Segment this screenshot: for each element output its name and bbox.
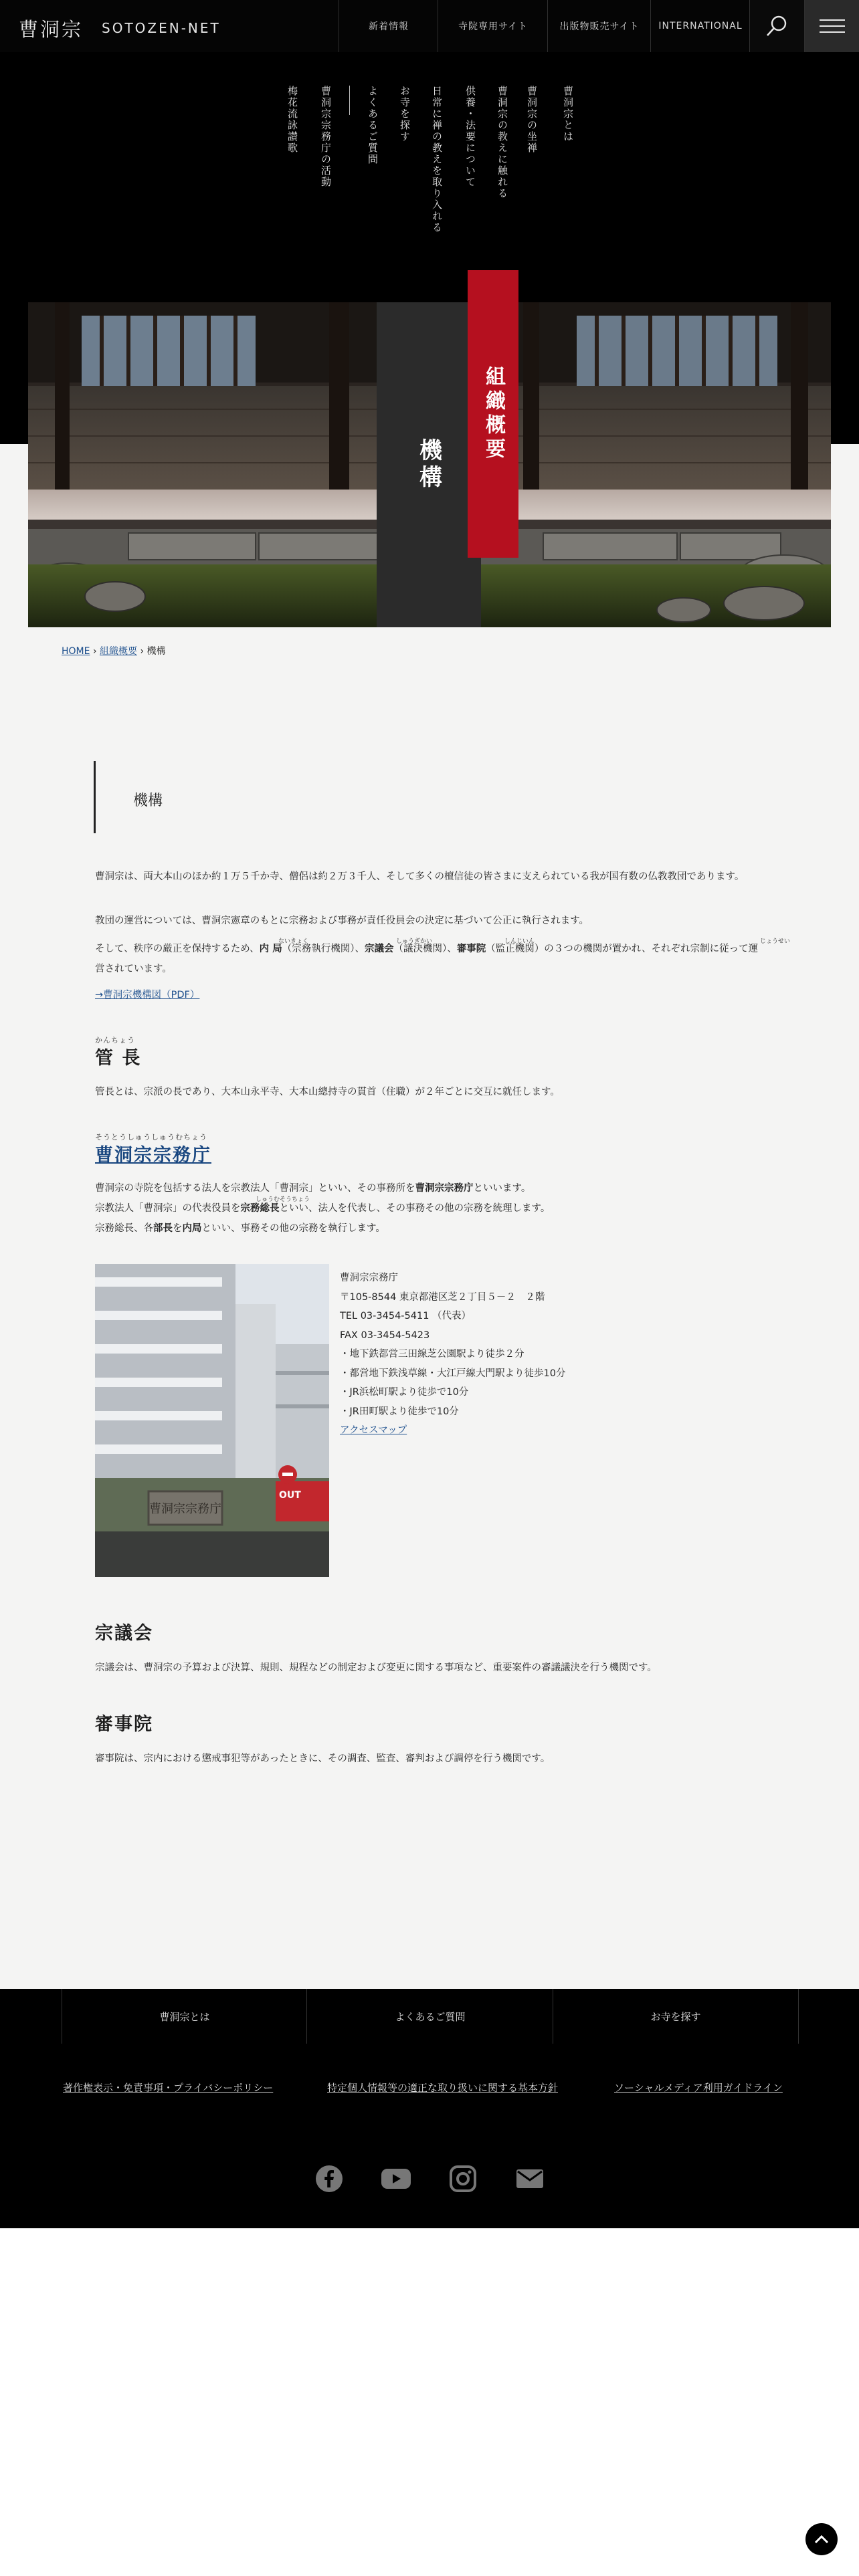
shinjiin-text: 審事院は、宗内における懲戒事犯等があったときに、その調査、監査、審判および調停を行う機関です。 <box>95 1753 551 1764</box>
shumucho-text: といい、法人を代表し、その事務その他の宗務を統理します。 <box>279 1203 551 1214</box>
intro-text: （宗務執行機関）、 <box>282 944 365 954</box>
shumucho-building-photo <box>95 1264 329 1577</box>
nav-international[interactable]: INTERNATIONAL <box>650 0 750 52</box>
breadcrumb-current: 機構 <box>147 646 166 657</box>
info-line: 〒105-8544 東京都港区芝２丁目５－２ ２階 <box>340 1291 545 1303</box>
info-line: ・JR田町駅より徒歩で10分 <box>340 1406 459 1417</box>
mail-icon[interactable] <box>511 2160 549 2197</box>
breadcrumb-parent[interactable]: 組織概要 <box>100 646 137 657</box>
menu-button[interactable] <box>804 0 859 52</box>
ruby-shugikai: しゅうぎかい <box>396 938 433 945</box>
back-to-top-button[interactable] <box>805 2523 838 2555</box>
organization-chart-pdf-link[interactable]: →曹洞宗機構図（PDF） <box>95 990 200 1000</box>
info-line: ・都営地下鉄浅草線・大江戸線大門駅より徒歩10分 <box>340 1368 566 1379</box>
page-title: 機構 <box>133 792 163 809</box>
intro-paragraph-1: 曹洞宗は、両大本山のほか約１万５千か寺、僧侶は約２万３千人、そして多くの檀信徒の皆さまに支えられている我が国有数の仏教教団であります。 <box>95 871 745 882</box>
nav-news[interactable]: 新着情報 <box>339 0 438 52</box>
search-icon <box>765 14 789 38</box>
nav-publication-site[interactable]: 出版物販売サイト <box>547 0 651 52</box>
vnav-daily-zen[interactable]: 日常に禅の教えを取り入れる <box>431 86 443 233</box>
footer-social <box>0 2131 859 2228</box>
term-shinjiin: 審事院 <box>456 944 486 954</box>
facebook-icon[interactable] <box>310 2160 348 2197</box>
shumucho-line-3 <box>95 1218 764 1239</box>
hero-page-label: 機構 <box>377 302 481 627</box>
vnav-memorial[interactable]: 供養・法要について <box>464 86 476 188</box>
intro-paragraph-2: 教団の運営については、曹洞宗憲章のもとに宗務および事務が責任役員会の決定に基づいて公正に執行されます。 <box>95 916 589 926</box>
instagram-icon[interactable] <box>444 2160 482 2197</box>
intro-text: そして、秩序の厳正を保持するため、 <box>95 944 260 954</box>
footer-link-social-guideline[interactable]: ソーシャルメディア利用ガイドライン <box>614 2082 783 2094</box>
shumucho-text: 宗教法人「曹洞宗」の代表役員を <box>95 1203 241 1214</box>
shumucho-text: を <box>173 1223 183 1234</box>
term-shugikai: 宗議会 <box>364 944 394 954</box>
site-logo-en[interactable]: SOTOZEN-NET <box>102 20 221 36</box>
vnav-teachings[interactable]: 曹洞宗の教えに触れる <box>496 86 508 199</box>
hamburger-icon <box>820 15 845 37</box>
shumucho-line-2 <box>95 1198 764 1218</box>
site-logo[interactable]: 曹洞宗 <box>19 18 84 41</box>
nav-temple-site[interactable]: 寺院専用サイト <box>438 0 548 52</box>
footer-nav <box>0 1989 859 2044</box>
info-line: 曹洞宗宗務庁 <box>340 1273 398 1283</box>
footer-nav-about[interactable]: 曹洞宗とは <box>62 1989 307 2044</box>
ruby-shinjiin: しんじいん <box>504 938 535 945</box>
out-sign-text: OUT <box>279 1490 301 1501</box>
vnav-faq[interactable]: よくあるご質問 <box>367 86 379 165</box>
shugikai-heading: 宗議会 <box>95 1623 153 1644</box>
info-line: FAX 03-3454-5423 <box>340 1329 430 1341</box>
vnav-activities[interactable]: 曹洞宗宗務庁の活動 <box>320 86 332 188</box>
footer-link-personal-info[interactable]: 特定個人情報等の適正な取り扱いに関する基本方針 <box>327 2082 559 2094</box>
kancho-ruby: かんちょう <box>95 1036 135 1045</box>
chevron-up-icon <box>814 2535 829 2544</box>
shinjiin-heading: 審事院 <box>95 1714 153 1735</box>
kancho-text: 管長とは、宗派の長であり、大本山永平寺、大本山總持寺の貫首（住職）が２年ごとに交互に就任します。 <box>95 1087 560 1097</box>
info-line: TEL 03-3454-5411 （代表） <box>340 1311 472 1321</box>
info-line: ・JR浜松町駅より徒歩で10分 <box>340 1387 469 1398</box>
youtube-icon[interactable] <box>377 2160 415 2197</box>
kancho-heading: 管 長 <box>95 1048 142 1069</box>
shumucho-text: といい、事務その他の宗務を執行します。 <box>201 1223 385 1234</box>
term-shumusocho: 宗務総長 <box>240 1203 280 1214</box>
term-bucho: 部長 <box>153 1223 173 1234</box>
shumucho-ruby: そうとうしゅうしゅうむちょう <box>95 1133 207 1142</box>
ruby-sei: じょうせい <box>760 938 791 945</box>
footer-links <box>0 2044 859 2131</box>
intro-text: （議決機関）、 <box>393 944 457 954</box>
term-naikyoku: 内局 <box>182 1223 202 1234</box>
shumucho-text: 曹洞宗の寺院を包括する法人を宗教法人「曹洞宗」といい、その事務所を <box>95 1183 415 1194</box>
access-map-link[interactable]: アクセスマップ <box>340 1425 407 1436</box>
building-sign-text: 曹洞宗宗務庁 <box>149 1502 221 1516</box>
intro-text: 制に従って運営されています。 <box>95 944 759 974</box>
shugikai-text: 宗議会は、曹洞宗の予算および決算、規則、規程などの制定および変更に関する事項など、重要案件の審議議決を行う機関です。 <box>95 1662 657 1673</box>
ruby-shumusocho: しゅうむそうちょう <box>256 1196 310 1203</box>
vnav-about[interactable]: 曹洞宗とは <box>562 86 574 142</box>
footer-nav-faq[interactable]: よくあるご質問 <box>306 1989 553 2044</box>
shumucho-text: 宗務総長、各 <box>95 1223 153 1234</box>
search-button[interactable] <box>749 0 805 52</box>
page-title-box <box>94 761 767 833</box>
shumucho-contact-info <box>340 1269 714 1440</box>
info-line: ・地下鉄都営三田線芝公園駅より徒歩２分 <box>340 1349 524 1360</box>
shumucho-text: といいます。 <box>473 1183 531 1194</box>
shumucho-description <box>95 1178 764 1239</box>
shumucho-line-1 <box>95 1178 764 1198</box>
vnav-divider <box>349 86 350 115</box>
breadcrumb-separator: › <box>92 646 97 657</box>
breadcrumb <box>62 644 166 657</box>
ruby-naikyoku: ないきょく <box>278 938 309 945</box>
breadcrumb-home[interactable]: HOME <box>62 646 90 657</box>
hero-category-label: 組織概要 <box>468 270 518 558</box>
term-naikyoku: 内 局 <box>259 944 282 954</box>
breadcrumb-separator: › <box>140 646 145 657</box>
shumucho-heading[interactable]: 曹洞宗宗務庁 <box>95 1145 211 1166</box>
intro-text: （監正機関）の３つの機関が置かれ、それぞれ宗 <box>486 944 700 954</box>
vnav-baika[interactable]: 梅花流詠讃歌 <box>286 86 298 154</box>
intro-paragraph-3 <box>95 939 764 979</box>
vnav-zazen[interactable]: 曹洞宗の坐禅 <box>526 86 538 154</box>
footer-link-privacy[interactable]: 著作権表示・免責事項・プライバシーポリシー <box>63 2082 274 2094</box>
site-header <box>0 0 859 53</box>
footer-nav-find-temple[interactable]: お寺を探す <box>553 1989 799 2044</box>
vnav-find-temple[interactable]: お寺を探す <box>399 86 411 142</box>
term-shumucho: 曹洞宗宗務庁 <box>415 1183 474 1194</box>
